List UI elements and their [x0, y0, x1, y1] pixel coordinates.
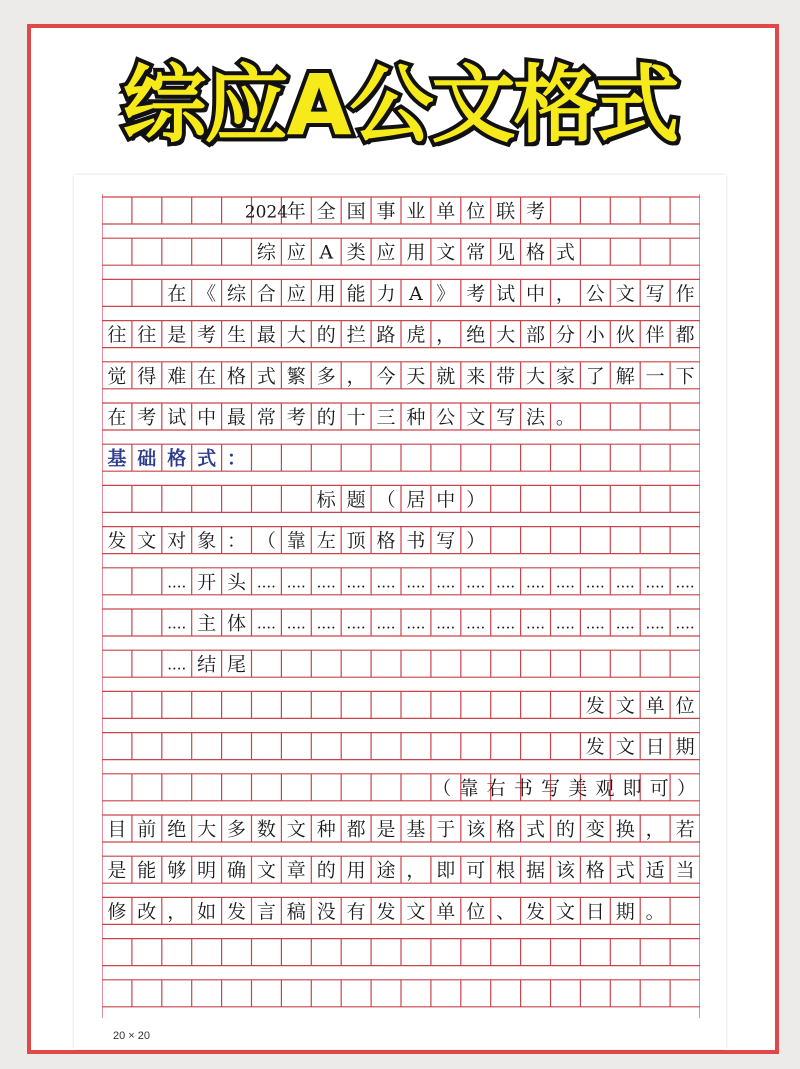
grid-char: 日: [585, 900, 605, 923]
dot-leader: ....: [436, 573, 456, 592]
grid-char: 修: [107, 900, 127, 923]
grid-char: 变: [585, 818, 605, 841]
dot-leader: ....: [436, 614, 456, 633]
grid-char: 靠: [286, 530, 306, 553]
grid-char: 体: [226, 612, 247, 635]
grid-char: 分: [555, 324, 575, 347]
grid-char: 是: [167, 324, 187, 347]
dot-leader: ....: [645, 573, 665, 592]
grid-char: ，: [436, 324, 456, 347]
grid-char: 据: [525, 859, 546, 882]
grid-char: 见: [496, 241, 516, 264]
grid-char: 格: [585, 859, 605, 882]
grid-char: 章: [286, 859, 306, 882]
dot-leader: ....: [555, 614, 575, 633]
grid-char: 力: [376, 282, 396, 305]
grid-char: 考: [286, 406, 306, 429]
grid-char: 左: [316, 530, 336, 553]
grid-char: 位: [466, 200, 486, 223]
grid-char: 最: [226, 406, 247, 429]
grid-char: 改: [137, 900, 157, 923]
grid-char: 的: [316, 406, 336, 429]
banner-title: 综应A公文格式: [122, 56, 678, 154]
grid-char: 格: [496, 818, 516, 841]
grid-char: 往: [107, 324, 127, 347]
grid-char: 目: [107, 818, 127, 841]
grid-char: 结: [197, 653, 217, 676]
grid-size-label: 20 × 20: [113, 1030, 151, 1042]
grid-char: ，: [406, 859, 426, 882]
grid-char: 大: [525, 365, 546, 388]
grid-char: 稿: [286, 900, 306, 923]
grid-char: 式: [615, 859, 635, 882]
grid-char: 伙: [615, 324, 635, 347]
grid-char: 当: [675, 859, 695, 882]
dot-leader: ....: [555, 573, 575, 592]
grid-char: 事: [376, 200, 396, 223]
grid-char: 单: [436, 200, 456, 223]
grid-char: 在: [107, 406, 127, 429]
grid-char: 常: [466, 241, 486, 264]
grid-char: 头: [226, 571, 247, 594]
grid-char: 十: [346, 406, 366, 429]
grid-char: 拦: [346, 324, 366, 347]
grid-char: 在: [167, 282, 187, 305]
grid-char: 换: [615, 818, 635, 841]
grid-char: 繁: [286, 365, 306, 388]
grid-char: 文: [615, 694, 635, 717]
grid-char: 数: [256, 818, 276, 841]
grid-char: 解: [615, 365, 635, 388]
grid-char: 期: [675, 736, 695, 759]
grid-char: 文: [615, 282, 635, 305]
grid-char: 对: [167, 530, 187, 553]
grid-char: 中: [525, 282, 546, 305]
grid-char: 若: [675, 818, 695, 841]
grid-char: ，: [555, 282, 575, 305]
grid-char: 发: [525, 900, 546, 923]
grid-char: 合: [256, 282, 276, 305]
grid-char: 式: [197, 447, 217, 470]
dot-leader: ....: [316, 573, 336, 592]
grid-char: 靠: [459, 777, 479, 800]
grid-char: 基: [107, 447, 127, 470]
dot-leader: ....: [376, 614, 396, 633]
grid-char: 考: [137, 406, 157, 429]
grid-char: 够: [167, 859, 187, 882]
grid-char: 家: [555, 365, 575, 388]
dot-leader: ....: [645, 614, 665, 633]
grid-char: ）: [466, 530, 486, 553]
grid-char: 是: [376, 818, 396, 841]
grid-char: 年: [286, 200, 306, 223]
grid-char: 于: [436, 818, 456, 841]
grid-char: 美: [568, 777, 588, 800]
grid-char: 文: [406, 900, 426, 923]
grid-char: 格: [376, 530, 396, 553]
grid-char: 该: [555, 859, 575, 882]
grid-char: 路: [376, 324, 396, 347]
grid-char: 都: [346, 818, 366, 841]
grid-char: 绝: [167, 818, 187, 841]
grid-char: 式: [256, 365, 276, 388]
grid-char: 得: [137, 365, 157, 388]
grid-char: 考: [197, 324, 217, 347]
grid-char: 下: [675, 365, 695, 388]
grid-char: 今: [376, 365, 396, 388]
grid-char: 。: [555, 406, 575, 429]
grid-char: 就: [436, 365, 456, 388]
grid-char: 发: [376, 900, 396, 923]
grid-char: 、: [496, 900, 516, 923]
grid-char: 应: [376, 241, 396, 264]
grid-char: 文: [615, 736, 635, 759]
grid-char: 位: [675, 694, 695, 717]
dot-leader: ....: [346, 614, 366, 633]
grid-char: 试: [167, 406, 187, 429]
grid-char: 可: [466, 859, 486, 882]
grid-char: 文: [256, 859, 276, 882]
grid-char: ：: [226, 530, 247, 553]
grid-char: （: [376, 488, 396, 511]
grid-char: 往: [137, 324, 157, 347]
grid-char: 多: [316, 365, 336, 388]
dot-leader: ....: [286, 614, 306, 633]
grid-char: A: [409, 282, 423, 305]
grid-char: 联: [496, 200, 516, 223]
grid-char: 没: [316, 900, 336, 923]
grid-char: 综: [256, 241, 276, 264]
grid-char: 写: [496, 406, 516, 429]
grid-char: 单: [645, 694, 665, 717]
grid-char: 能: [137, 859, 157, 882]
grid-char: 位: [466, 900, 486, 923]
dot-leader: ....: [256, 614, 276, 633]
dot-leader: ....: [585, 614, 605, 633]
grid-char: 应: [286, 241, 306, 264]
dot-leader: ....: [406, 614, 426, 633]
grid-char: 文: [466, 406, 486, 429]
grid-char: 发: [107, 530, 127, 553]
dot-leader: ....: [286, 573, 306, 592]
dot-leader: ....: [675, 573, 695, 592]
grid-char: 书: [406, 530, 426, 553]
grid-char: 文: [436, 241, 456, 264]
grid-char: 居: [406, 488, 426, 511]
dot-leader: ....: [585, 573, 605, 592]
dot-leader: ....: [167, 655, 187, 674]
grid-char: 绝: [466, 324, 486, 347]
grid-char: 部: [525, 324, 546, 347]
grid-char: 的: [316, 859, 336, 882]
grid-char: 带: [496, 365, 516, 388]
grid-char: 文: [286, 818, 306, 841]
dot-leader: ....: [406, 573, 426, 592]
grid-char: 三: [376, 406, 396, 429]
grid-char: 如: [197, 900, 217, 923]
grid-char: 觉: [107, 365, 127, 388]
grid-char: 即: [622, 777, 642, 800]
grid-char: 应: [286, 282, 306, 305]
grid-char: 伴: [645, 324, 665, 347]
grid-char: 中: [436, 488, 456, 511]
grid-char: 文: [555, 900, 575, 923]
grid-char: 是: [107, 859, 127, 882]
grid-char: 主: [197, 612, 217, 635]
grid-char: 明: [197, 859, 217, 882]
dot-leader: ....: [346, 573, 366, 592]
grid-char: ）: [466, 488, 486, 511]
manuscript-grid: [102, 194, 700, 1018]
grid-char: 可: [649, 777, 669, 800]
grid-char: 观: [595, 777, 615, 800]
grid-char: ）: [676, 777, 696, 800]
grid-char: ，: [645, 818, 665, 841]
grid-char: 全: [316, 200, 336, 223]
grid-char: 的: [555, 818, 575, 841]
grid-char: 国: [346, 200, 366, 223]
dot-leader: ....: [496, 573, 516, 592]
grid-char: 写: [436, 530, 456, 553]
grid-char: 公: [436, 406, 456, 429]
grid-char: 考: [525, 200, 546, 223]
grid-char: 综: [226, 282, 247, 305]
grid-char: 能: [346, 282, 366, 305]
grid-char: 中: [197, 406, 217, 429]
grid-char: 业: [406, 200, 426, 223]
grid-char: （: [256, 530, 276, 553]
dot-leader: ....: [496, 614, 516, 633]
grid-char: 发: [226, 900, 247, 923]
grid-char: 题: [346, 488, 366, 511]
dot-leader: ....: [376, 573, 396, 592]
grid-char: 发: [585, 694, 605, 717]
grid-char: 在: [197, 365, 217, 388]
grid-char: 难: [167, 365, 187, 388]
grid-char: 种: [316, 818, 336, 841]
grid-char: 了: [585, 365, 605, 388]
dot-leader: ....: [256, 573, 276, 592]
grid-char: 尾: [226, 653, 247, 676]
grid-char: 2024: [244, 202, 289, 223]
grid-char: 标: [316, 488, 336, 511]
grid-char: 格: [167, 447, 187, 470]
grid-char: 日: [645, 736, 665, 759]
grid-char: 右: [486, 777, 506, 800]
grid-char: 格: [226, 365, 247, 388]
grid-char: 考: [466, 282, 486, 305]
dot-leader: ....: [167, 614, 187, 633]
grid-char: 大: [197, 818, 217, 841]
grid-char: 前: [137, 818, 157, 841]
dot-leader: ....: [167, 573, 187, 592]
dot-leader: ....: [316, 614, 336, 633]
grid-char: 期: [615, 900, 635, 923]
grid-char: 天: [406, 365, 426, 388]
grid-char: 途: [376, 859, 396, 882]
grid-char: 该: [466, 818, 486, 841]
grid-char: 即: [436, 859, 456, 882]
dot-leader: ....: [675, 614, 695, 633]
grid-char: ：: [226, 447, 247, 470]
grid-char: 都: [675, 324, 695, 347]
grid-char: ，: [167, 900, 187, 923]
dot-leader: ....: [466, 573, 486, 592]
grid-char: 用: [346, 859, 366, 882]
grid-char: 大: [286, 324, 306, 347]
grid-char: 书: [513, 777, 533, 800]
grid-char: A: [319, 241, 334, 264]
grid-char: 言: [256, 900, 276, 923]
grid-char: 基: [406, 818, 426, 841]
grid-char: 公: [585, 282, 605, 305]
grid-char: 虎: [406, 324, 426, 347]
grid-char: 单: [436, 900, 456, 923]
grid-char: 的: [316, 324, 336, 347]
grid-char: 》: [436, 282, 456, 305]
grid-char: 常: [256, 406, 276, 429]
grid-char: 来: [466, 365, 486, 388]
grid-char: 顶: [346, 530, 366, 553]
grid-char: 大: [496, 324, 516, 347]
dot-leader: ....: [525, 614, 546, 633]
dot-leader: ....: [525, 573, 546, 592]
grid-char: 作: [675, 282, 695, 305]
dot-leader: ....: [615, 573, 635, 592]
dot-leader: ....: [615, 614, 635, 633]
grid-char: 试: [496, 282, 516, 305]
grid-char: 象: [197, 530, 217, 553]
dot-leader: ....: [466, 614, 486, 633]
grid-char: 最: [256, 324, 276, 347]
grid-char: 础: [137, 447, 157, 470]
grid-char: ，: [346, 365, 366, 388]
grid-char: 文: [137, 530, 157, 553]
grid-char: 发: [585, 736, 605, 759]
grid-char: 一: [645, 365, 665, 388]
grid-char: 多: [226, 818, 247, 841]
grid-char: 式: [525, 818, 546, 841]
grid-char: 根: [496, 859, 516, 882]
grid-char: 式: [555, 241, 575, 264]
grid-char: 法: [525, 406, 546, 429]
grid-char: 种: [406, 406, 426, 429]
grid-char: 小: [585, 324, 605, 347]
grid-char: 用: [406, 241, 426, 264]
grid-char: 。: [645, 900, 665, 923]
grid-char: 适: [645, 859, 665, 882]
grid-char: 《: [197, 282, 217, 305]
grid-char: 生: [226, 324, 247, 347]
grid-char: 有: [346, 900, 366, 923]
grid-char: 确: [226, 859, 247, 882]
grid-char: 类: [346, 241, 366, 264]
grid-char: （: [432, 777, 452, 800]
grid-char: 开: [197, 571, 217, 594]
grid-char: 用: [316, 282, 336, 305]
grid-char: 写: [645, 282, 665, 305]
grid-char: 写: [540, 777, 561, 800]
grid-char: 格: [525, 241, 546, 264]
